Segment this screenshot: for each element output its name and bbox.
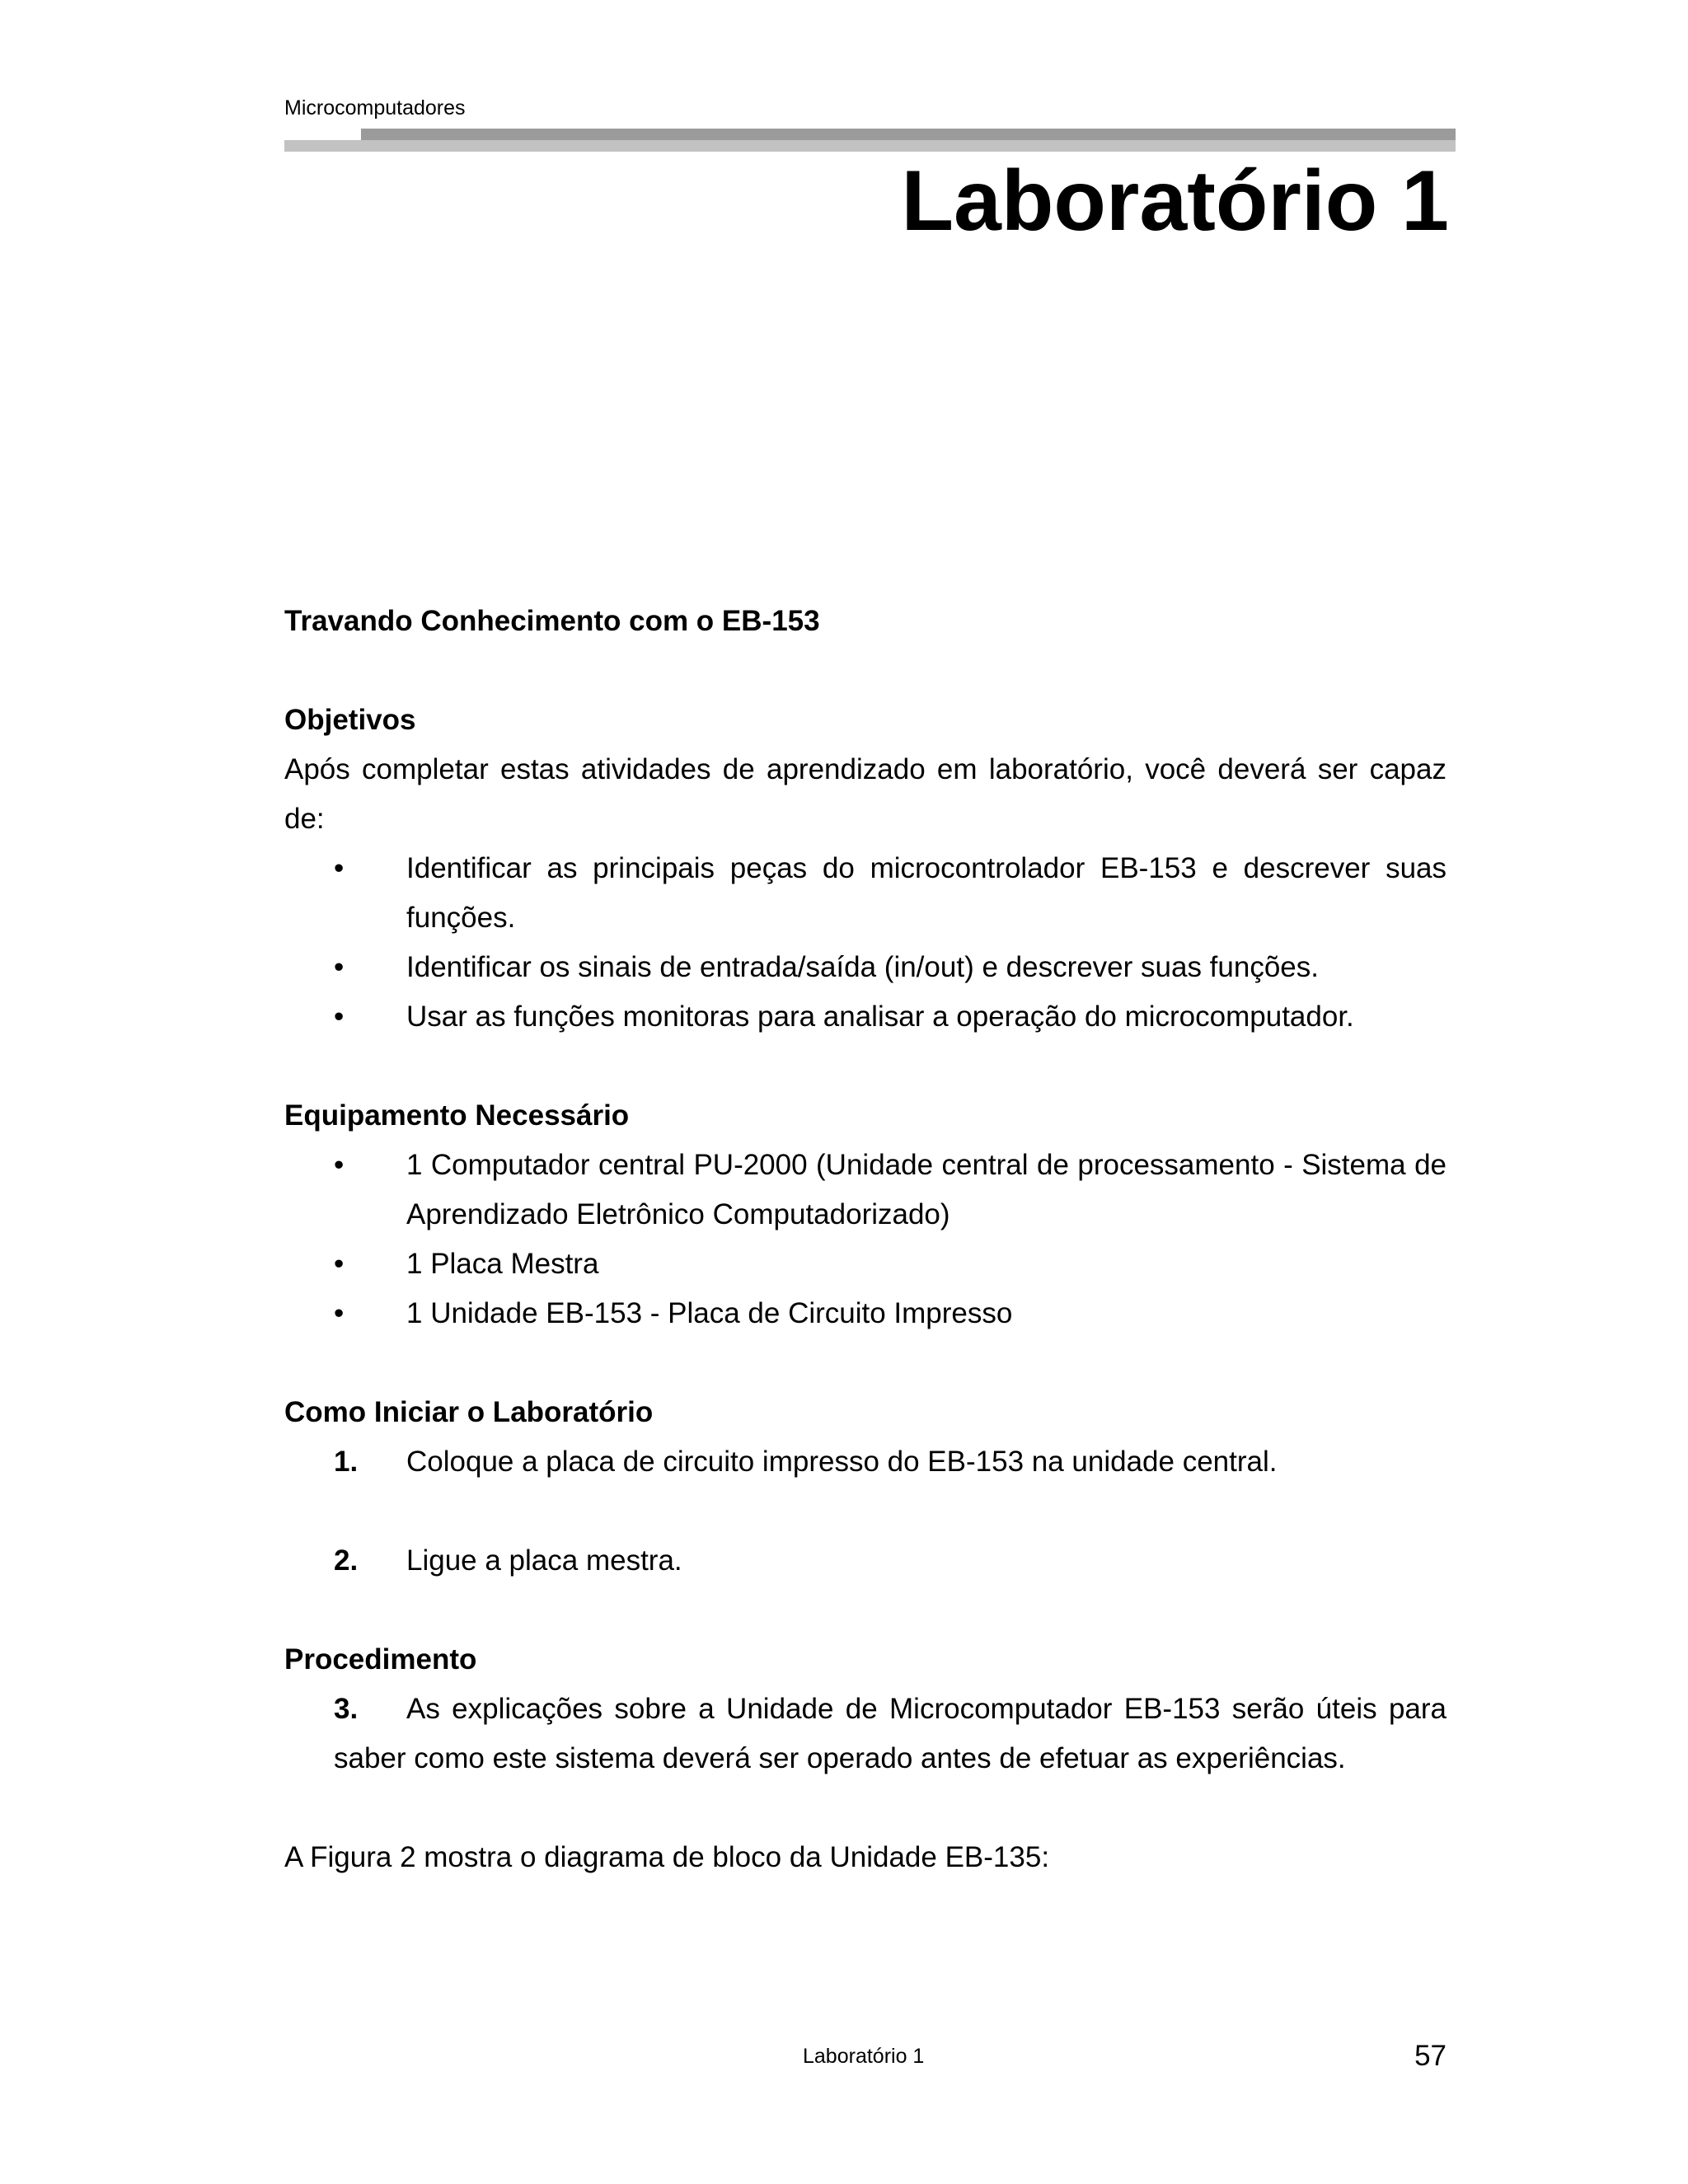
step-item: [284, 1685, 1447, 1783]
list-item: [284, 943, 1447, 992]
step-item: [284, 1437, 1447, 1487]
spacer: [284, 1586, 1447, 1635]
bullet-icon: •: [334, 1149, 345, 1181]
running-header: Microcomputadores: [284, 96, 466, 120]
list-item-text: Usar as funções monitoras para analisar a operação do microcomputador.: [406, 1001, 1354, 1033]
bullet-icon: •: [334, 1297, 345, 1329]
spacer: [284, 646, 1447, 696]
step-text: As explicações sobre a Unidade de Microcomputador EB-153 serão úteis para saber como este sistema deverá ser operado antes de efetuar as experiências.: [334, 1693, 1447, 1774]
list-item: [284, 1141, 1447, 1240]
step-number: 3.: [334, 1693, 359, 1725]
bullet-icon: •: [334, 852, 345, 884]
spacer: [284, 1487, 1447, 1536]
list-item-text: 1 Computador central PU-2000 (Unidade central de processamento - Sistema de Aprendizado Eletrônico Computadorizado): [406, 1149, 1447, 1230]
start-heading: Como Iniciar o Laboratório: [284, 1396, 654, 1428]
step-item: [284, 1536, 1447, 1586]
bullet-icon: •: [334, 951, 345, 983]
chapter-title: Laboratório 1: [901, 153, 1449, 249]
objectives-intro: Após completar estas atividades de aprendizado em laboratório, você deverá ser capaz de:: [284, 753, 1447, 835]
step-text: Ligue a placa mestra.: [406, 1544, 682, 1577]
list-item: [284, 992, 1447, 1042]
main-content: [284, 597, 1447, 1882]
lab-subtitle: Travando Conhecimento com o EB-153: [284, 605, 820, 637]
list-item-text: 1 Unidade EB-153 - Placa de Circuito Impresso: [406, 1297, 1013, 1329]
step-number: 1.: [334, 1446, 359, 1478]
step-number: 2.: [334, 1544, 359, 1577]
equipment-list: [284, 1141, 1447, 1338]
objectives-list: [284, 844, 1447, 1042]
header-rule-light: [284, 140, 1456, 152]
bullet-icon: •: [334, 1248, 345, 1280]
spacer: [284, 1338, 1447, 1388]
spacer: [284, 1042, 1447, 1091]
list-item-text: Identificar as principais peças do microcontrolador EB-153 e descrever suas funções.: [406, 852, 1447, 934]
start-steps: [284, 1437, 1447, 1586]
step-text: Coloque a placa de circuito impresso do EB-153 na unidade central.: [406, 1446, 1278, 1478]
list-item-text: 1 Placa Mestra: [406, 1248, 599, 1280]
list-item: [284, 1289, 1447, 1338]
objectives-heading: Objetivos: [284, 704, 416, 736]
footer-title: Laboratório 1: [803, 2045, 925, 2068]
bullet-icon: •: [334, 1001, 345, 1033]
header-rule-dark: [361, 129, 1456, 140]
procedure-heading: Procedimento: [284, 1643, 477, 1675]
figure-reference: A Figura 2 mostra o diagrama de bloco da Unidade EB-135:: [284, 1841, 1050, 1873]
page-number: 57: [1414, 2040, 1447, 2072]
list-item: [284, 1240, 1447, 1289]
list-item: [284, 844, 1447, 943]
list-item-text: Identificar os sinais de entrada/saída (in/out) e descrever suas funções.: [406, 951, 1319, 983]
spacer: [284, 1783, 1447, 1833]
equipment-heading: Equipamento Necessário: [284, 1099, 630, 1132]
